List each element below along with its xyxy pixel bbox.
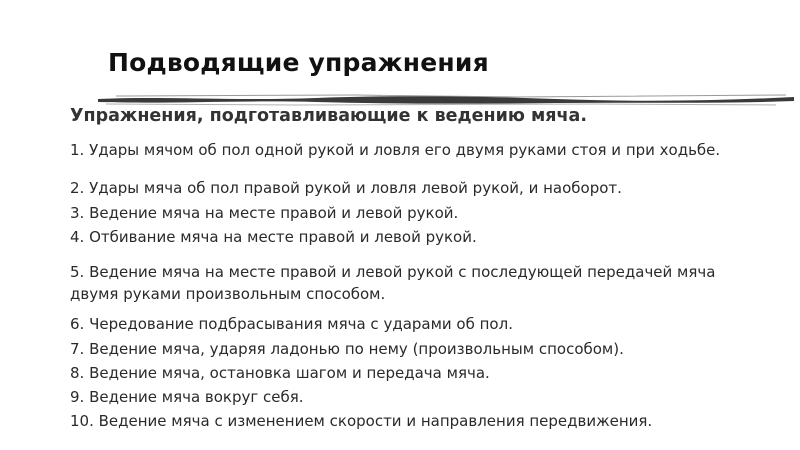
exercise-item-1: 1. Удары мячом об пол одной рукой и ловля его двумя руками стоя и при ходьбе. [70, 141, 721, 159]
exercise-item-8: 8. Ведение мяча, остановка шагом и передача мяча. [70, 364, 490, 382]
exercise-item-7: 7. Ведение мяча, ударяя ладонью по нему (произвольным способом). [70, 340, 624, 358]
exercise-item-3: 3. Ведение мяча на месте правой и левой рукой. [70, 204, 459, 222]
exercise-item-9: 9. Ведение мяча вокруг себя. [70, 388, 304, 406]
exercise-item-6: 6. Чередование подбрасывания мяча с ударами об пол. [70, 315, 513, 333]
exercise-item-2: 2. Удары мяча об пол правой рукой и ловля левой рукой, и наоборот. [70, 179, 622, 197]
slide-title: Подводящие упражнения [108, 48, 489, 77]
brush-stroke-divider [96, 92, 796, 106]
exercise-item-10: 10. Ведение мяча с изменением скорости и направления передвижения. [70, 412, 653, 430]
exercise-item-4: 4. Отбивание мяча на месте правой и левой рукой. [70, 228, 477, 246]
exercise-item-5: 5. Ведение мяча на месте правой и левой рукой с последующей передачей мяча двумя руками произвольным способом. [70, 263, 716, 303]
slide-subtitle: Упражнения, подготавливающие к ведению мяча. [70, 106, 587, 126]
